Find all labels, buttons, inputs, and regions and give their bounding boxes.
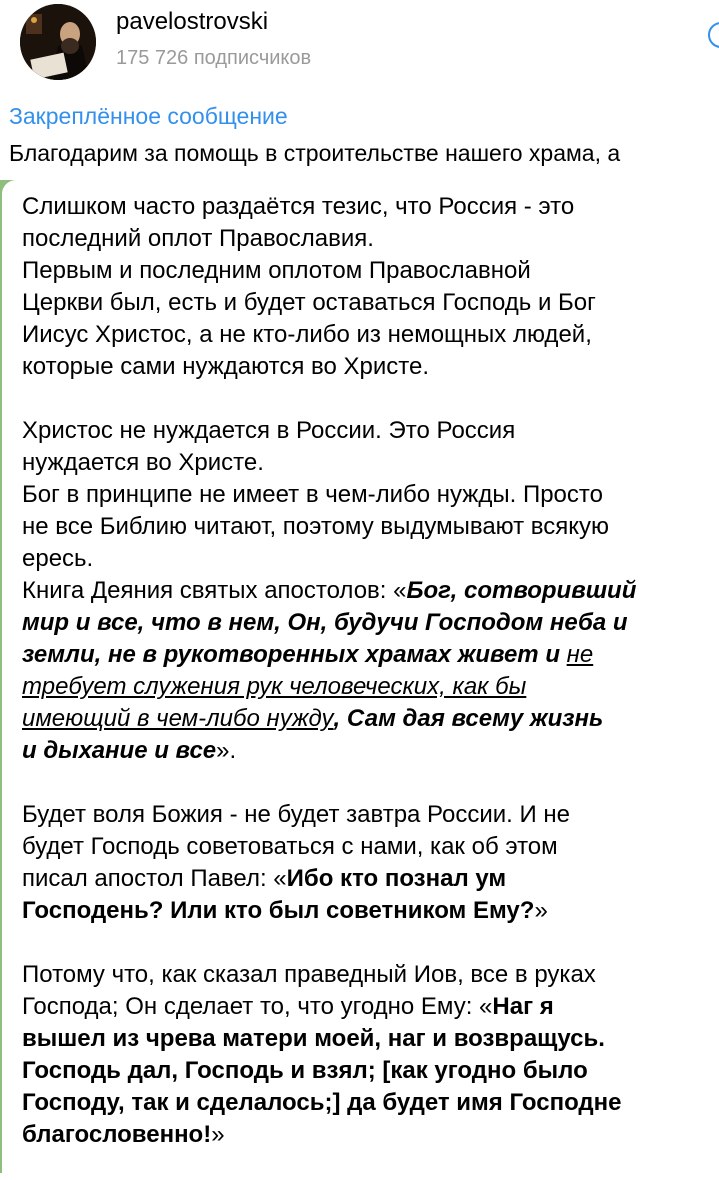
bold-quote: и дыхание и все: [22, 737, 217, 764]
quote-end: »: [211, 1121, 225, 1148]
bold-quote: мир и все, что в нем, Он, будучи Господом неба и: [22, 609, 628, 636]
text-line: будет Господь советоваться с нами, как об этом: [22, 833, 558, 860]
text-line: Будет воля Божия - не будет завтра России. И не: [22, 801, 571, 828]
channel-name[interactable]: pavelostrovski: [116, 8, 269, 35]
bold-quote: вышел из чрева матери моей, наг и возвращусь.: [22, 1025, 605, 1052]
bold-quote: Ибо кто познал ум: [286, 865, 507, 892]
text-line: Иисус Христос, а не кто-либо из немощных людей,: [22, 321, 592, 348]
pinned-title: Закреплённое сообщение: [9, 103, 288, 129]
message-paragraph-2: [22, 415, 712, 767]
text-line: Первым и последним оплотом Православной: [22, 257, 531, 284]
message-paragraph-4: [22, 959, 712, 1151]
channel-header: [0, 0, 719, 91]
text-line: Бог в принципе не имеет в чем-либо нужды. Просто: [22, 481, 603, 508]
bold-quote: Господу, так и сделалось;] да будет имя Господне: [22, 1089, 622, 1116]
pinned-text: Благодарим за помощь в строительстве нашего храма, а: [9, 140, 621, 166]
underlined-quote: имеющий в чем-либо нужду: [22, 705, 334, 732]
text-line: Господа; Он сделает то, что угодно Ему: «: [22, 993, 493, 1020]
text-line: нуждается во Христе.: [22, 449, 264, 476]
quote-end: »: [534, 897, 548, 924]
text-line: Христос не нуждается в России. Это Россия: [22, 417, 516, 444]
text-line: не все Библию читают, поэтому выдумывают всякую: [22, 513, 610, 540]
priest-photo-avatar-icon: [20, 4, 96, 80]
text-line: Книга Деяния святых апостолов: «: [22, 577, 407, 604]
subscriber-count: 175 726 подписчиков: [116, 47, 312, 69]
text-line: писал апостол Павел: «: [22, 865, 287, 892]
text-line: последний оплот Православия.: [22, 225, 374, 252]
header-action-icon[interactable]: [708, 22, 719, 48]
text-line: Потому что, как сказал праведный Иов, все в руках: [22, 961, 596, 988]
text-line: ересь.: [22, 545, 94, 572]
text-line: Слишком часто раздаётся тезис, что Россия - это: [22, 193, 575, 220]
bold-quote: , Сам дая всему жизнь: [333, 705, 604, 732]
bold-quote: Наг я: [492, 993, 554, 1020]
bold-quote: благословенно!: [22, 1121, 212, 1148]
avatar[interactable]: [20, 4, 96, 80]
bold-quote: земли, не в рукотворенных храмах живет и: [22, 641, 567, 668]
bold-quote: Господь дал, Господь и взял; [как угодно было: [22, 1057, 588, 1084]
bold-quote: Господень? Или кто был советником Ему?: [22, 897, 535, 924]
bold-quote: Бог, сотворивший: [406, 577, 637, 604]
message-paragraph-1: [22, 191, 712, 383]
text-line: которые сами нуждаются во Христе.: [22, 353, 429, 380]
message-text: [22, 191, 712, 1151]
underlined-quote: не: [566, 641, 594, 668]
message-paragraph-3: [22, 799, 712, 927]
underlined-quote: требует служения рук человеческих, как бы: [22, 673, 527, 700]
pinned-message-bar[interactable]: [0, 90, 719, 180]
quote-end: ».: [216, 737, 237, 764]
text-line: Церкви был, есть и будет оставаться Господь и Бог: [22, 289, 596, 316]
